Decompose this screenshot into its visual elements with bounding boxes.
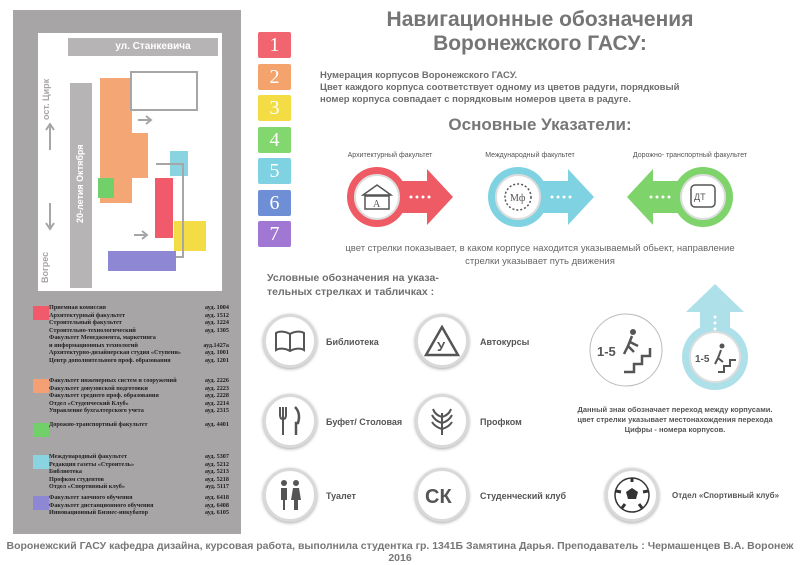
legend-swatch (33, 306, 49, 320)
legend-room-name: Факультет инженерных систем и сооружений (49, 377, 177, 384)
svg-text:СК: СК (425, 486, 452, 508)
legend-room-name: Строительный факультет (49, 319, 122, 326)
svg-text:1-5: 1-5 (597, 344, 616, 359)
legend-room-number: ауд. 5117 (205, 483, 229, 490)
campus-map (38, 33, 222, 291)
svg-text:У: У (437, 339, 446, 354)
legend-row (49, 400, 229, 408)
legend-room-name: Факультет среднего проф. образования (49, 392, 159, 399)
avenue-label: 20-летия Октября (75, 144, 85, 223)
legend-row (49, 468, 229, 476)
toilet-people-icon (263, 468, 317, 522)
legend-row (49, 407, 229, 415)
symbols-title-2: тельных стрелках и табличках : (267, 286, 435, 298)
legend-room-number: ауд. 6408 (204, 501, 229, 509)
legend-row (49, 453, 229, 461)
legend-group (33, 494, 229, 517)
sign-caption-arch: Архитектурный факультет (347, 152, 433, 159)
svg-text:ДТ: ДТ (694, 192, 706, 202)
legend-row (49, 421, 229, 429)
intl-faculty-arrow (486, 165, 596, 230)
svg-text:А: А (373, 199, 381, 210)
legend-group (33, 304, 229, 364)
transfer-arrow-icon (680, 284, 750, 394)
legend-row (49, 319, 229, 327)
sign-caption-road: Дорожно- транспортный факультет (632, 152, 748, 159)
building-number-7: 7 (258, 221, 291, 247)
legend-group (33, 453, 229, 491)
transfer-sign-icon (588, 312, 664, 388)
legend-room-number: ауд. 5212 (204, 460, 229, 468)
intro-line3: номер корпуса совпадает с порядковым номеров цвета в радуге. (320, 94, 631, 105)
toilet-label: Туалет (326, 491, 356, 501)
legend-row (49, 385, 229, 393)
legend-swatch (33, 379, 49, 393)
legend-row (49, 312, 229, 320)
sports-club-label: Отдел «Спортивный клуб» (672, 491, 780, 500)
arch-faculty-arrow (345, 165, 455, 230)
building-4 (98, 178, 114, 198)
legend-room-number: ауд. 4401 (204, 421, 229, 428)
union-label: Профком (480, 417, 522, 427)
bottom-street-label: Вогрес (40, 251, 50, 283)
book-icon (263, 314, 317, 368)
legend-swatch (33, 455, 49, 469)
building-number-1: 1 (258, 32, 291, 58)
sign-caption-intl: Международный факультет (485, 152, 575, 159)
transfer-text-3: Цифры - номера корпусов. (624, 425, 726, 434)
legend-room-name: Редакция газеты «Строитель» (49, 460, 135, 468)
legend-room-name: Архитектурно-дизайнерская студия «Ступени» (49, 349, 181, 356)
legend-row (49, 502, 229, 510)
legend-room-number: ауд. 5213 (204, 468, 229, 475)
legend-room-name: Факультет довузовской подготовки (49, 384, 148, 392)
symbols-title-1: Условные обозначения на указа- (267, 272, 439, 284)
footer: Воронежский ГАСУ кафедра дизайна, курсовая работа, выполнила студентка гр. 1341Б Замятина Дарья. Преподаватель : Чермашенцев В.А. Воронеж 2016 (6, 540, 794, 564)
svg-text:Мф: Мф (510, 193, 526, 204)
main-signs-note-2: стрелки указывает путь движения (465, 256, 615, 267)
transfer-text-2: цвет стрелки указывает местонахождения перехода (577, 415, 773, 424)
student-club-label: Студенческий клуб (480, 491, 567, 501)
legend-room-number: ауд. 2223 (204, 384, 229, 392)
legend-room-name: Инновационный Бизнес-инкубатор (49, 509, 149, 516)
legend-room-name: Архитектурный факультет (49, 311, 126, 319)
legend-room-number: ауд. 1512 (204, 311, 229, 319)
building-number-2: 2 (258, 64, 291, 90)
legend-room-name: Отдел «Студенческий Клуб» (49, 399, 129, 407)
svg-text:1-5: 1-5 (695, 354, 710, 365)
legend-room-name: Факультет Менеджмента, маркетинга (49, 334, 156, 341)
legend-room-name: Дорожно-транспортный факультет (49, 421, 148, 428)
legend-group (33, 421, 229, 429)
arrow-right-icon (134, 230, 150, 240)
canteen-label: Буфет/ Столовая (326, 417, 403, 427)
legend-row (49, 461, 229, 469)
page-title-line1: Навигационные обозначения (386, 8, 694, 31)
legend-room-number: ауд. 6105 (204, 509, 229, 516)
legend-swatch (33, 423, 49, 437)
campus-map-panel (13, 10, 241, 534)
legend-room-number: ауд. 6418 (204, 494, 229, 501)
transfer-text-1: Данный знак обозначает переход между корпусами. (577, 405, 773, 414)
legend-room-number: ауд.1427а (203, 341, 229, 349)
legend-row (49, 327, 229, 335)
legend-row (49, 509, 229, 517)
road-sign-icon (415, 314, 469, 368)
legend-room-number: ауд. 1201 (204, 356, 229, 364)
main-signs-title: Основные Указатели: (448, 115, 632, 134)
legend-room-number: ауд. 2228 (204, 392, 229, 399)
building-number-5: 5 (258, 158, 291, 184)
fork-knife-icon (263, 394, 317, 448)
driving-courses-label: Автокурсы (480, 337, 530, 347)
street-top-label: ул. Станкевича (115, 41, 191, 52)
legend-row (49, 377, 229, 385)
student-club-icon (415, 468, 469, 522)
legend-row (49, 334, 229, 342)
legend-room-number: ауд. 1305 (204, 326, 229, 334)
legend-room-number: ауд. 5307 (204, 453, 229, 460)
stop-label: ост. Цирк (41, 78, 51, 120)
building-number-6: 6 (258, 190, 291, 216)
legend-room-name: Профком студентов (49, 475, 104, 483)
legend-swatch (33, 496, 49, 510)
legend-row (49, 349, 229, 357)
legend-room-name: Отдел «Спортивный клуб» (49, 483, 125, 490)
wheat-icon (415, 394, 469, 448)
legend-room-name: Международный факультет (49, 453, 127, 460)
legend-row (49, 494, 229, 502)
legend-room-number: ауд. 2226 (204, 377, 229, 384)
legend-group (33, 377, 229, 415)
legend-row (49, 476, 229, 484)
legend-room-name: Строительно-технологический (49, 326, 136, 334)
arrow-up-icon (45, 123, 55, 151)
legend-room-name: Центр дополнительного проф. образования (49, 356, 171, 364)
legend-row (49, 392, 229, 400)
building-grey (130, 71, 198, 111)
legend-room-name: Приемная комиссия (49, 304, 106, 311)
building-number-3: 3 (258, 95, 291, 121)
legend-row (49, 357, 229, 365)
legend-room-number: ауд. 1004 (204, 304, 229, 311)
arrow-down-icon (45, 203, 55, 231)
legend-room-number: ауд. 1001 (204, 349, 229, 356)
legend-row (49, 304, 229, 312)
legend-room-name: Управление бухгалтерского учета (49, 407, 144, 414)
building-number-4: 4 (258, 127, 291, 153)
legend-row (49, 342, 229, 350)
legend-row (49, 483, 229, 491)
main-signs-note-1: цвет стрелки показывает, в каком корпусе находится указываемый обьект, направление (345, 243, 735, 254)
building-6 (108, 251, 176, 271)
legend-room-number: ауд. 2214 (204, 399, 229, 407)
legend-room-number: ауд. 5218 (204, 475, 229, 483)
legend-room-name: и информационных технологий (49, 341, 138, 349)
soccer-ball-icon (605, 468, 659, 522)
intro-line1: Нумерация корпусов Воронежского ГАСУ. (320, 70, 518, 81)
library-label: Библиотека (326, 337, 379, 347)
intro-line2: Цвет каждого корпуса соответствует одному из цветов радуги, порядковый (320, 82, 680, 93)
road-faculty-arrow (625, 165, 735, 230)
legend-room-number: ауд. 1224 (204, 319, 229, 326)
legend-room-name: Факультет дистанционного обучения (49, 501, 154, 509)
legend-room-number: ауд. 2315 (204, 407, 229, 414)
arrow-right-icon (138, 115, 154, 125)
page-title-line2: Воронежского ГАСУ: (433, 32, 647, 55)
legend-room-name: Факультет заочного обучения (49, 494, 133, 501)
legend-room-name: Библиотека (49, 468, 82, 475)
